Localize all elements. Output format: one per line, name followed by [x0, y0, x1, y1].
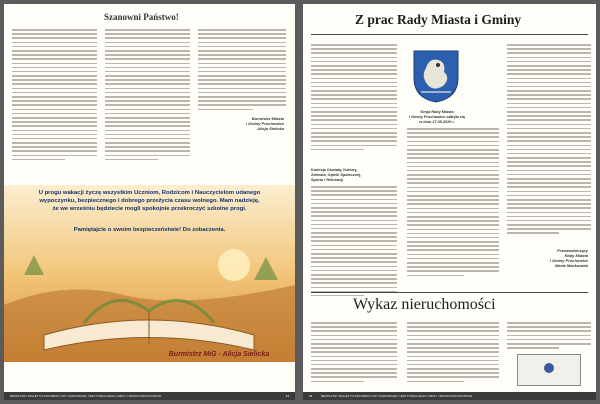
text-column-1	[12, 29, 97, 163]
committee-heading-3: Sportu i Rekreacji	[311, 178, 344, 182]
section-heading-1: Sesja Rady Miasta	[420, 110, 454, 114]
signature-line-3: Alicja Sielicka	[257, 126, 284, 131]
committee-heading	[311, 168, 397, 183]
municipal-stamp-image	[517, 354, 581, 386]
second-title: Wykaz nieruchomości	[353, 296, 496, 313]
signature-line-2: Rady Miasta	[564, 253, 588, 258]
page-number: 12	[309, 394, 313, 398]
stamp-logo-icon	[544, 363, 554, 373]
title-rule	[311, 34, 588, 35]
signature-line-1: Burmistrz Miasta	[251, 116, 284, 121]
left-footer	[4, 392, 295, 400]
message-line-3: że we wrześniu będziecie mogli spokojnie przekroczyć szkolne progi.	[52, 206, 247, 212]
text-column-6	[507, 322, 591, 351]
text-column-1b	[311, 186, 397, 299]
holiday-message	[18, 189, 281, 213]
left-signature-block	[204, 116, 284, 131]
section-rule	[311, 292, 588, 293]
text-column-4	[311, 322, 397, 385]
section-heading	[407, 110, 467, 125]
section-heading-2: i Gminy Prochowice odbyła się	[409, 115, 465, 119]
message-line-1: U progu wakacji życzę wszystkim Uczniom, Rodzicom i Nauczycielom udanego	[38, 190, 261, 196]
section-heading-3: w dniu 27.05.2020 r.	[419, 120, 455, 124]
left-page	[4, 4, 295, 400]
message-line-2: wypoczynku, bezpiecznego i dobrego przeżycia czasu wolnego. Mam nadzieję,	[39, 198, 260, 204]
footer-text: BEZPŁATNY BIULETYN INFORMACYJNY SAMORZĄDU TERYTORIALNEGO GMINY I MIASTA PROCHOWICE	[321, 394, 473, 398]
text-column-2	[407, 128, 499, 279]
committee-heading-2: Zdrowia, Opieki Społecznej,	[311, 173, 362, 177]
right-footer	[303, 392, 596, 400]
message-closing: Pamiętajcie o swoim bezpieczeństwie! Do zobaczenia.	[73, 227, 226, 233]
signature-line-1: Przewodniczący	[557, 248, 588, 253]
committee-heading-1: Komisja Oświaty, Kultury,	[311, 168, 358, 172]
page-number: 11	[285, 394, 289, 398]
page-title: Z prac Rady Miasta i Gminy	[355, 12, 522, 27]
greeting-title: Szanowni Państwo!	[104, 12, 179, 22]
right-page	[303, 4, 596, 400]
holiday-banner	[4, 185, 295, 362]
footer-text: BEZPŁATNY BIULETYN INFORMACYJNY SAMORZĄDU TERYTORIALNEGO GMINY I MIASTA PROCHOWICE	[10, 394, 162, 398]
signature-line-2: i Gminy Prochowice	[245, 121, 284, 126]
coat-of-arms-icon	[411, 48, 461, 104]
text-column-1	[311, 44, 397, 153]
banner-signature: Burmistrz MiG - Alicja Sielicka	[168, 351, 270, 358]
text-column-2	[105, 29, 190, 163]
right-signature-block	[508, 248, 588, 268]
text-column-3	[507, 44, 591, 237]
text-column-5	[407, 322, 499, 385]
signature-line-4: Marta Maćkowiak	[555, 263, 588, 268]
text-column-3	[198, 29, 286, 113]
signature-line-3: i Gminy Prochowice	[549, 258, 588, 263]
